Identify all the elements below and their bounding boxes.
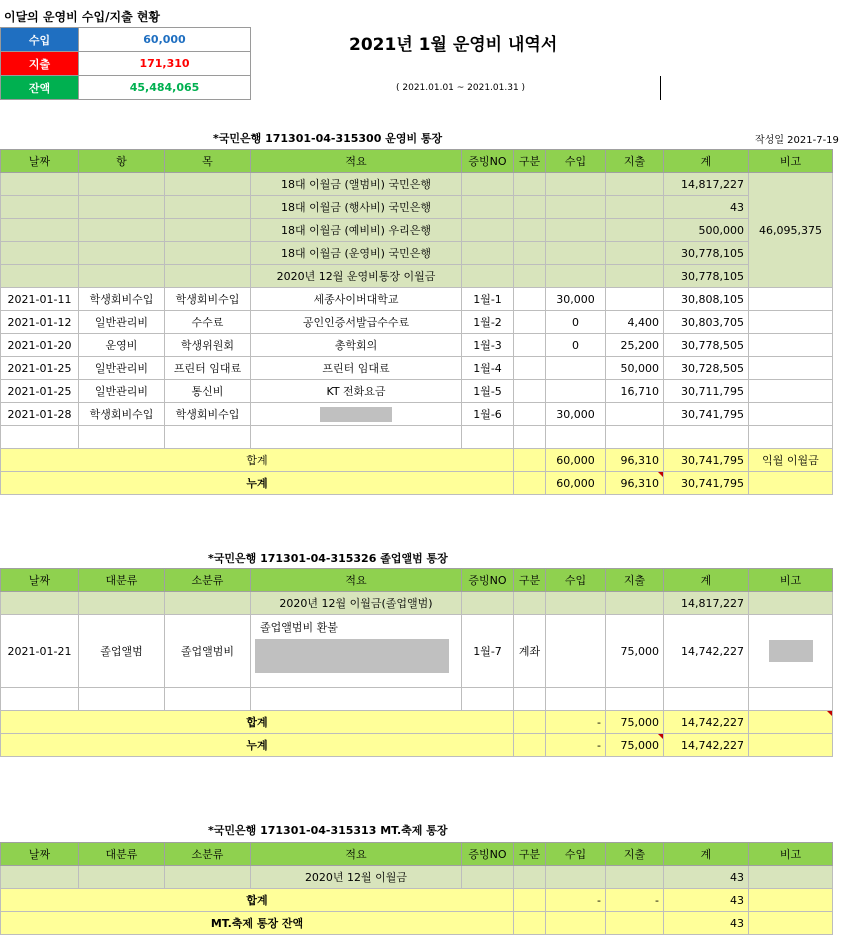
- carry-desc: 18대 이월금 (행사비) 국민은행: [251, 196, 462, 219]
- cell-mok: 학생회비수입: [165, 403, 251, 426]
- document-title: 2021년 1월 운영비 내역서: [349, 35, 558, 55]
- cell-in: 0: [546, 334, 606, 357]
- cell-in: 0: [546, 311, 606, 334]
- cell-date: 2021-01-25: [1, 357, 79, 380]
- col-in: 수입: [546, 150, 606, 173]
- cell-desc-text: 졸업앨범비 환불: [260, 621, 338, 634]
- col-no: 증빙NO: [462, 150, 514, 173]
- cell-total: 30,778,505: [664, 334, 749, 357]
- sum-label: 합계: [1, 711, 514, 734]
- col-type: 구분: [514, 843, 546, 866]
- summary-expense-value: 171,310: [79, 52, 251, 76]
- table-row: [1, 403, 833, 426]
- cell-desc: 공인인증서발급수수료: [251, 311, 462, 334]
- cell-no: 1월-2: [462, 311, 514, 334]
- cell-out: 25,200: [606, 334, 664, 357]
- col-note: 비고: [749, 150, 833, 173]
- col-total: 계: [664, 843, 749, 866]
- cell-mok: 수수료: [165, 311, 251, 334]
- cell-desc: 세종사이버대학교: [251, 288, 462, 311]
- cell-in: [546, 380, 606, 403]
- col-total: 계: [664, 569, 749, 592]
- cell-mok: 학생회비수입: [165, 288, 251, 311]
- cum-row: [1, 472, 833, 495]
- cell-hang: 일반관리비: [79, 357, 165, 380]
- cell-in: 30,000: [546, 403, 606, 426]
- cell-total: 30,741,795: [664, 403, 749, 426]
- cell-type: [514, 380, 546, 403]
- cell-hang: 학생회비수입: [79, 288, 165, 311]
- table-row: [1, 334, 833, 357]
- table-row: [1, 311, 833, 334]
- col-date: 날짜: [1, 569, 79, 592]
- cell-type: [514, 357, 546, 380]
- created-date: 작성일 2021-7-19: [755, 135, 839, 146]
- cell-type: [514, 334, 546, 357]
- cell-in: [546, 357, 606, 380]
- empty-row: [1, 688, 833, 711]
- cell-hang: 학생회비수입: [79, 403, 165, 426]
- cell-total: 30,803,705: [664, 311, 749, 334]
- cell-desc: 총학회의: [251, 334, 462, 357]
- summary-title: 이달의 운영비 수입/지출 현황: [4, 10, 161, 24]
- sum-row: [1, 449, 833, 472]
- section1-header-row: [1, 150, 833, 173]
- col-in: 수입: [546, 569, 606, 592]
- col-cat1: 대분류: [79, 843, 165, 866]
- carry-total: 30,778,105: [664, 265, 749, 288]
- sum-label: 합계: [1, 449, 514, 472]
- sum-row: [1, 889, 833, 912]
- carry-desc: 2020년 12월 운영비통장 이월금: [251, 265, 462, 288]
- balance-label: MT.축제 통장 잔액: [1, 912, 514, 935]
- cell-no: 1월-6: [462, 403, 514, 426]
- cell-no: 1월-1: [462, 288, 514, 311]
- carry-row: [1, 196, 833, 219]
- carry-row: [1, 866, 833, 889]
- table-row: [1, 380, 833, 403]
- cell-mok: 학생위원회: [165, 334, 251, 357]
- empty-row: [1, 426, 833, 449]
- col-desc: 적요: [251, 150, 462, 173]
- cell-desc: 프린터 임대료: [251, 357, 462, 380]
- cum-total: 14,742,227: [664, 734, 749, 757]
- cell-hang: 일반관리비: [79, 311, 165, 334]
- col-out: 지출: [606, 843, 664, 866]
- carry-row: [1, 219, 833, 242]
- cell-no: 1월-7: [462, 615, 514, 688]
- cum-label: 누계: [1, 472, 514, 495]
- cell-date: 2021-01-28: [1, 403, 79, 426]
- sum-in: -: [546, 711, 606, 734]
- col-cat1: 대분류: [79, 569, 165, 592]
- cell-total: 30,808,105: [664, 288, 749, 311]
- cell-in: 30,000: [546, 288, 606, 311]
- section3-header-row: [1, 843, 833, 866]
- cell-date: 2021-01-11: [1, 288, 79, 311]
- col-date: 날짜: [1, 843, 79, 866]
- sum-out: -: [606, 889, 664, 912]
- cell-desc: [251, 403, 462, 426]
- cell-cat2: 졸업앨범비: [165, 615, 251, 688]
- col-mok: 목: [165, 150, 251, 173]
- col-cat2: 소분류: [165, 843, 251, 866]
- cell-out: 50,000: [606, 357, 664, 380]
- cell-note: [749, 615, 833, 688]
- section1-table: [0, 149, 833, 495]
- col-out: 지출: [606, 569, 664, 592]
- cell-total: 30,728,505: [664, 357, 749, 380]
- col-desc: 적요: [251, 569, 462, 592]
- section1-title: *국민은행 171301-04-315300 운영비 통장: [213, 132, 443, 145]
- carry-total: 14,817,227: [664, 173, 749, 196]
- carry-row: [1, 265, 833, 288]
- carry-row: [1, 173, 833, 196]
- sum-in: 60,000: [546, 449, 606, 472]
- col-desc: 적요: [251, 843, 462, 866]
- sum-out: 96,310: [606, 449, 664, 472]
- cum-total: 30,741,795: [664, 472, 749, 495]
- cell-date: 2021-01-20: [1, 334, 79, 357]
- section2-header-row: [1, 569, 833, 592]
- col-out: 지출: [606, 150, 664, 173]
- sum-out: 75,000: [606, 711, 664, 734]
- cell-date: 2021-01-21: [1, 615, 79, 688]
- cum-in: 60,000: [546, 472, 606, 495]
- redacted-block: [255, 639, 449, 673]
- cell-mok: 통신비: [165, 380, 251, 403]
- cell-in: [546, 615, 606, 688]
- carry-total: 30,778,105: [664, 242, 749, 265]
- summary-balance-value: 45,484,065: [79, 76, 251, 100]
- cell-out: 75,000: [606, 615, 664, 688]
- col-type: 구분: [514, 569, 546, 592]
- table-row: [1, 357, 833, 380]
- table-row: [1, 615, 833, 688]
- summary-table: [0, 27, 251, 100]
- cell-no: 1월-4: [462, 357, 514, 380]
- table-row: [1, 288, 833, 311]
- carry-total: 43: [664, 196, 749, 219]
- carry-total: 14,817,227: [664, 592, 749, 615]
- col-note: 비고: [749, 569, 833, 592]
- cell-no: 1월-5: [462, 380, 514, 403]
- carry-note: 46,095,375: [749, 173, 833, 288]
- section3-title: *국민은행 171301-04-315313 MT.축제 통장: [208, 824, 448, 837]
- sum-note: 익월 이월금: [749, 449, 833, 472]
- summary-income-label: 수입: [1, 28, 79, 52]
- sum-in: -: [546, 889, 606, 912]
- col-total: 계: [664, 150, 749, 173]
- sum-label: 합계: [1, 889, 514, 912]
- col-note: 비고: [749, 843, 833, 866]
- cell-hang: 운영비: [79, 334, 165, 357]
- cell-desc: KT 전화요금: [251, 380, 462, 403]
- cum-label: 누계: [1, 734, 514, 757]
- carry-row: [1, 592, 833, 615]
- col-no: 증빙NO: [462, 843, 514, 866]
- col-type: 구분: [514, 150, 546, 173]
- section3-table: [0, 842, 833, 935]
- summary-income-value: 60,000: [79, 28, 251, 52]
- cum-out: 96,310: [606, 472, 664, 495]
- sum-total: 43: [664, 889, 749, 912]
- cell-type: [514, 403, 546, 426]
- redacted-block: [320, 407, 392, 422]
- redacted-block: [769, 640, 813, 662]
- cell-mok: 프린터 임대료: [165, 357, 251, 380]
- cursor-line: [660, 76, 661, 100]
- cell-total: 30,711,795: [664, 380, 749, 403]
- cell-date: 2021-01-25: [1, 380, 79, 403]
- document-period: ( 2021.01.01 ~ 2021.01.31 ): [396, 83, 526, 93]
- section2-table: [0, 568, 833, 757]
- carry-desc: 2020년 12월 이월금: [251, 866, 462, 889]
- carry-desc: 18대 이월금 (예비비) 우리은행: [251, 219, 462, 242]
- col-no: 증빙NO: [462, 569, 514, 592]
- balance-row: [1, 912, 833, 935]
- sum-row: [1, 711, 833, 734]
- balance-total: 43: [664, 912, 749, 935]
- carry-desc: 18대 이월금 (운영비) 국민은행: [251, 242, 462, 265]
- cell-date: 2021-01-12: [1, 311, 79, 334]
- cell-no: 1월-3: [462, 334, 514, 357]
- col-hang: 항: [79, 150, 165, 173]
- carry-desc: 18대 이월금 (앨범비) 국민은행: [251, 173, 462, 196]
- cell-desc: [251, 615, 462, 688]
- cell-type: [514, 288, 546, 311]
- cum-in: -: [546, 734, 606, 757]
- sum-total: 14,742,227: [664, 711, 749, 734]
- col-date: 날짜: [1, 150, 79, 173]
- cell-total: 14,742,227: [664, 615, 749, 688]
- section2-title: *국민은행 171301-04-315326 졸업앨범 통장: [208, 552, 448, 565]
- sum-total: 30,741,795: [664, 449, 749, 472]
- cell-type: [514, 311, 546, 334]
- carry-total: 500,000: [664, 219, 749, 242]
- cum-out: 75,000: [606, 734, 664, 757]
- cell-out: [606, 288, 664, 311]
- cell-cat1: 졸업앨범: [79, 615, 165, 688]
- col-in: 수입: [546, 843, 606, 866]
- cell-type: 계좌: [514, 615, 546, 688]
- cell-out: 4,400: [606, 311, 664, 334]
- cum-row: [1, 734, 833, 757]
- carry-total: 43: [664, 866, 749, 889]
- carry-row: [1, 242, 833, 265]
- summary-balance-label: 잔액: [1, 76, 79, 100]
- summary-expense-label: 지출: [1, 52, 79, 76]
- col-cat2: 소분류: [165, 569, 251, 592]
- carry-desc: 2020년 12월 이월금(졸업앨범): [251, 592, 462, 615]
- cell-out: 16,710: [606, 380, 664, 403]
- cell-hang: 일반관리비: [79, 380, 165, 403]
- cell-out: [606, 403, 664, 426]
